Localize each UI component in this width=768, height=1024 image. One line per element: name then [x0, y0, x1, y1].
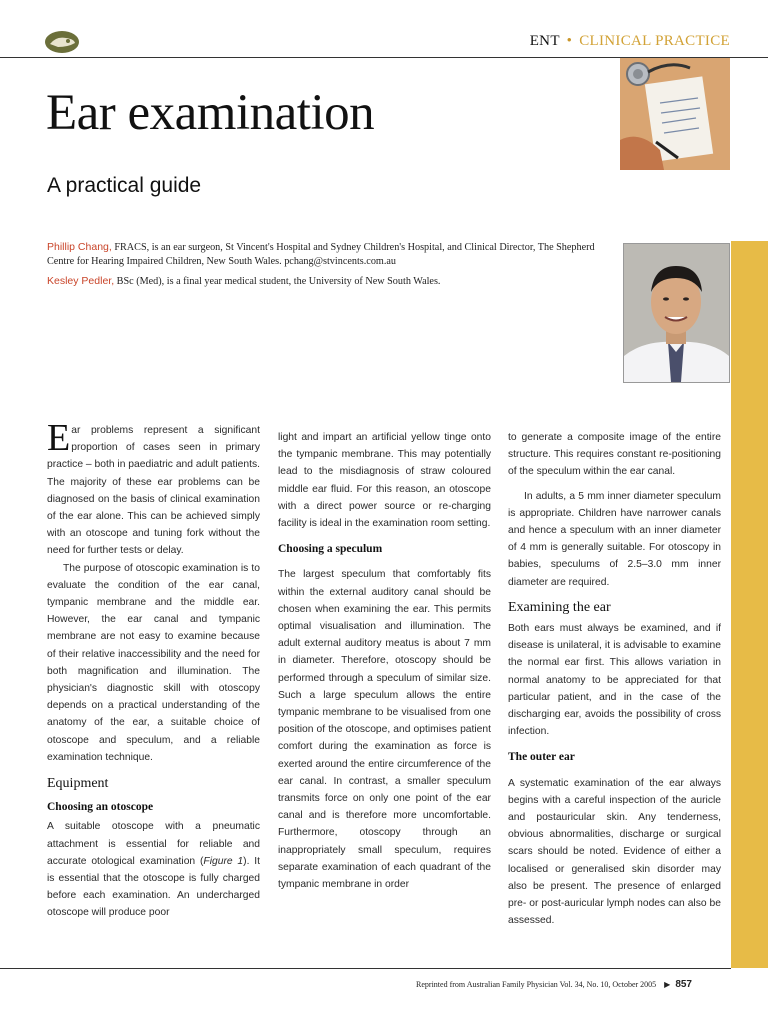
page-number: 857: [675, 979, 692, 990]
paragraph: In adults, a 5 mm inner diameter speculum is appropriate. Children have narrower canals and hence a speculum with an inner diameter of 4 mm is generally suitable. For otoscopy in babies, speculums of 2.5–3.0 mm inner diameter are required.: [508, 490, 721, 588]
paragraph: The purpose of otoscopic examination is to evaluate the condition of the ear canal, tympanic membrane and the middle ear. However, the ear canal and tympanic membrane are not easy to examine because of their relative inaccessibility and the need for both magnification and illumination. The physician's diagnostic skill with otoscopy depends on a practical understanding of the anatomy of the ear, a suitable choice of otoscope and speculum, and a reliable examination technique.: [47, 562, 260, 763]
paragraph: Ear problems represent a significant proportion of cases seen in primary practice – both in paediatric and adult patients. The majority of these ear problems can be diagnosed on the basis of clinical examination of the ear alone. This can be achieved simply with an otoscope and tuning fork without the need for further tests or delay.: [47, 417, 260, 557]
author-bio: FRACS, is an ear surgeon, St Vincent's Hospital and Sydney Children's Hospital, and Clinical Director, The Shepherd Centre for Hearing Impaired Children, New South Wales. pchang@stvincents.com.au: [47, 242, 595, 267]
section-header: [530, 33, 730, 50]
figure-reference: Figure 1: [203, 855, 244, 867]
article-title: Ear examination: [46, 85, 375, 141]
category-label: CLINICAL PRACTICE: [579, 33, 730, 49]
author-name: Kesley Pedler,: [47, 275, 115, 287]
subheading-outer-ear: The outer ear: [508, 751, 575, 764]
section-label: ENT: [529, 33, 560, 49]
paragraph: light and impart an artificial yellow tinge onto the tympanic membrane. This may potentially lead to the misdiagnosis of straw coloured middle ear fluid. For this reason, an otoscope with a direct power source or re-charging facility is ideal in the examination room setting.: [278, 432, 491, 530]
article-subtitle: A practical guide: [47, 174, 202, 197]
paragraph: The largest speculum that comfortably fits within the external auditory canal should be chosen when examining the ear. This permits optimal visualisation and illumination. The adult external auditory meatus is about 7 mm in diameter. Therefore, otoscopy should be performed through a speculum of similar size. Such a large speculum allows the entire tympanic membrane to be visualised from one position of the otoscope, and optimises patient comfort during the examination as force is exerted around the entire circumference of the ear canal. In contrast, a smaller speculum transmits force on only one point of the ear canal and is therefore more uncomfortable. Furthermore, otoscopy through an inappropriately small speculum, requires separate examination of each quadrant of the tympanic membrane in order: [278, 569, 491, 891]
page-footer: [416, 979, 692, 990]
bottom-rule: [0, 968, 731, 969]
header-separator: •: [566, 33, 573, 49]
section-heading-equipment: Equipment: [47, 776, 109, 792]
subheading-choosing-speculum: Choosing a speculum: [278, 543, 383, 556]
author-bio: BSc (Med), is a final year medical student, the University of New South Wales.: [114, 276, 441, 287]
paragraph: A systematic examination of the ear always begins with a careful inspection of the auricle and postauricular skin. Any tenderness, obvious abnormalities, discharge or surgical scars should be noted. Evidence of either a localised or generalised skin disorder may also be present. The presence of enlarged pre- or post-auricular lymph nodes can also be assessed.: [508, 777, 721, 927]
stethoscope-photo: [620, 58, 730, 170]
body-column-1: [47, 417, 260, 922]
author-entry: [47, 274, 607, 289]
paragraph: to generate a composite image of the entire structure. This requires constant re-positioning of the speculum within the ear canal.: [508, 432, 721, 478]
body-column-3: [508, 429, 721, 929]
paragraph: A suitable otoscope with a pneumatic attachment is essential for reliable and accurate otological examination (Figure 1). It is essential that the otoscope is fully charged before each examination. An undercharged otoscope will produce poor: [47, 821, 260, 919]
subheading-choosing-otoscope: Choosing an otoscope: [47, 801, 154, 814]
citation-text: Reprinted from Australian Family Physician Vol. 34, No. 10, October 2005: [416, 980, 657, 989]
author-affiliations: [47, 240, 607, 294]
author-entry: [47, 240, 607, 269]
author-name: Phillip Chang,: [47, 241, 112, 253]
section-heading-examining: Examining the ear: [508, 599, 611, 615]
author-portrait: [623, 243, 730, 383]
triangle-right-icon: ▶: [664, 980, 671, 989]
paragraph: Both ears must always be examined, and if disease is unilateral, it is advisable to examine the normal ear first. This allows variation in normal anatomy to be appreciated for that particular patient, and in the case of the discharging ear, avoids the possibility of cross infection.: [508, 623, 721, 738]
journal-logo-icon: [44, 30, 80, 54]
body-column-2: [278, 429, 491, 893]
sidebar-accent-bar: [731, 241, 768, 968]
drop-cap: E: [47, 417, 71, 459]
